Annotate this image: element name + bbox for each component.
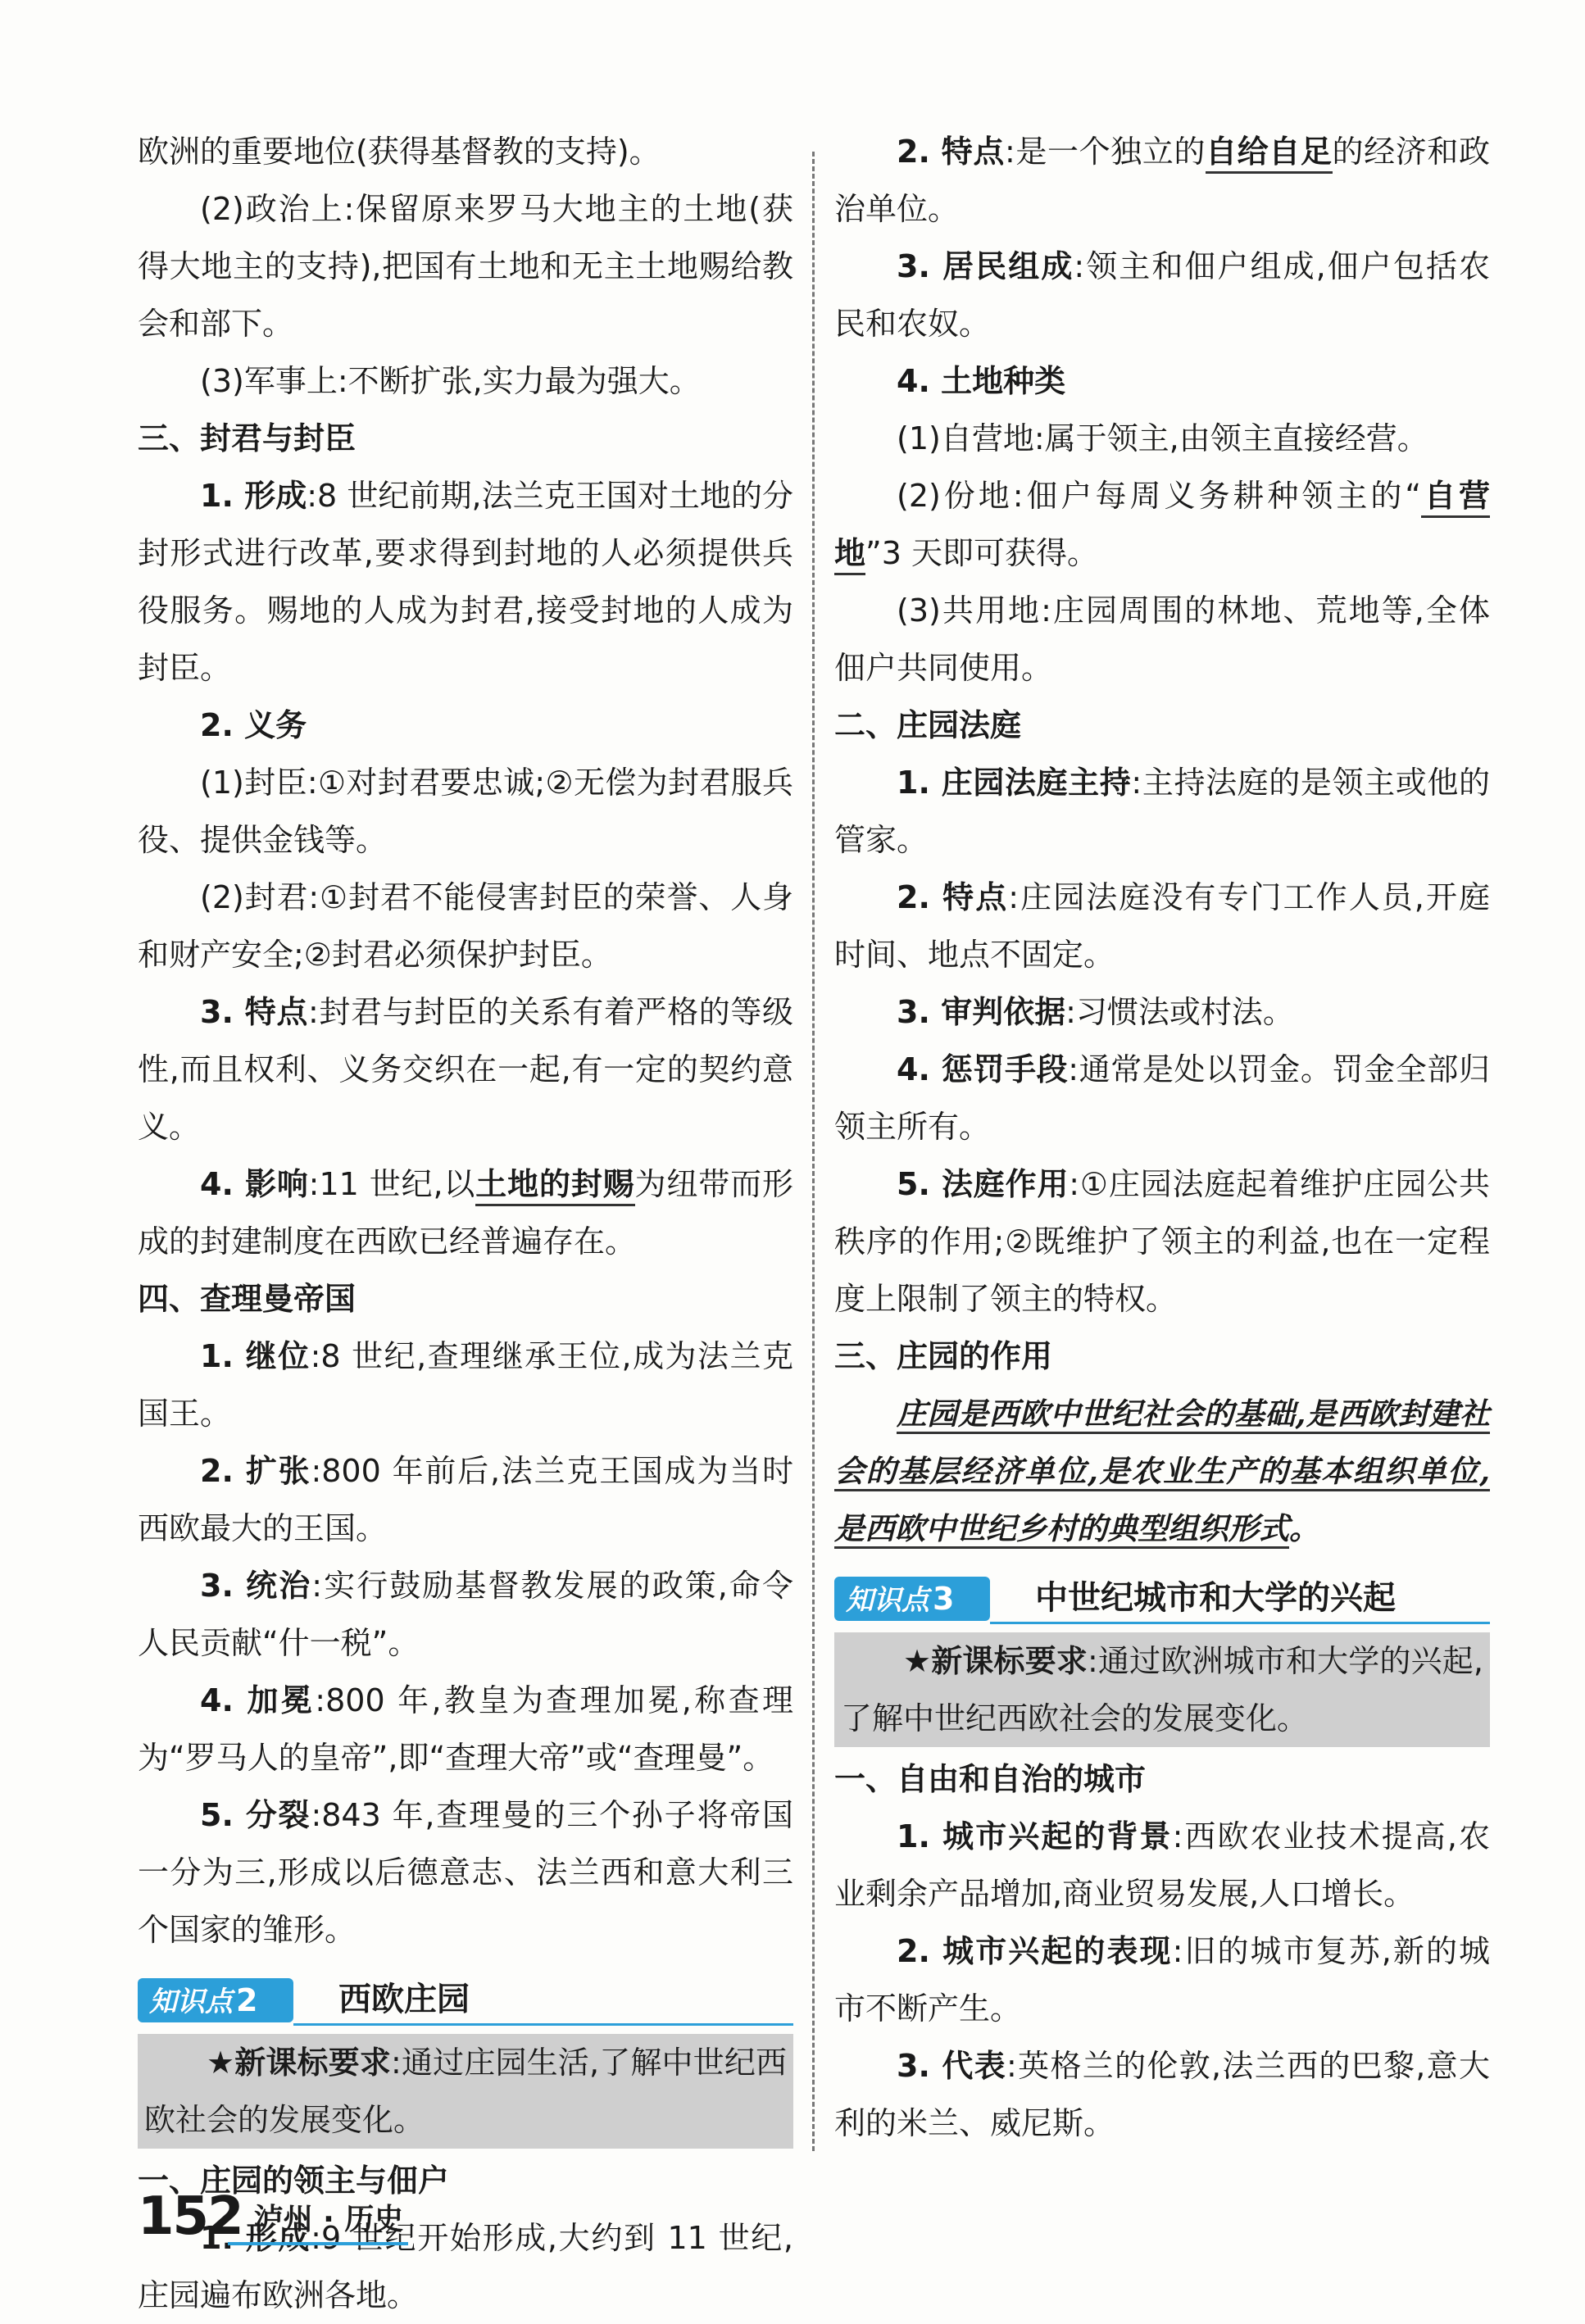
- paragraph: [834, 983, 1490, 1041]
- key-term: 4. 惩罚手段: [897, 1051, 1069, 1087]
- text: :西欧农业技术提高,农业剩余产品增加,商业贸易发展,人口增长。: [834, 1818, 1491, 1912]
- key-term: 4. 影响: [200, 1166, 309, 1202]
- paragraph: (2)政治上:保留原来罗马大地主的土地(获得大地主的支持),把国有土地和无主土地赐给教会和部下。: [138, 191, 793, 342]
- right-column: [834, 123, 1490, 2152]
- paragraph: [834, 123, 1490, 238]
- key-term: 3. 统治: [200, 1568, 312, 1604]
- section-heading: 一、自由和自治的城市: [834, 1761, 1147, 1797]
- key-term: 2. 特点: [897, 879, 1009, 915]
- key-term: 3. 特点: [200, 994, 308, 1030]
- subheading: [834, 352, 1490, 410]
- paragraph: [138, 1442, 793, 1557]
- paragraph: (2)封君:①封君不能侵害封臣的荣誉、人身和财产安全;②封君必须保护封臣。: [138, 879, 793, 973]
- text: :通过欧洲城市和大学的兴起,了解中世纪西欧社会的发展变化。: [841, 1643, 1483, 1736]
- paragraph: [834, 1808, 1490, 1922]
- key-term: 4. 土地种类: [897, 363, 1066, 399]
- text: :实行鼓励基督教发展的政策,命令人民贡献“什一税”。: [138, 1568, 793, 1661]
- paragraph: (1)封臣:①对封君要忠诚;②无偿为封君服兵役、提供金钱等。: [138, 765, 793, 858]
- knowledge-point-header: [138, 1972, 793, 2029]
- knowledge-point-tag: [834, 1577, 990, 1621]
- emphasis-text: 自营地: [834, 477, 1490, 575]
- key-term: ★新课标要求: [903, 1643, 1088, 1679]
- key-term: 3. 审判依据: [897, 994, 1066, 1030]
- key-term: 3. 代表: [897, 2048, 1007, 2084]
- text: ”3 天即可获得。: [865, 535, 1098, 571]
- footer-underline: [228, 2242, 408, 2245]
- text: :800 年前后,法兰克王国成为当时西欧最大的王国。: [138, 1453, 793, 1546]
- text: :通常是处以罚金。罚金全部归领主所有。: [834, 1051, 1490, 1145]
- knowledge-point-title: 西欧庄园: [338, 1981, 470, 2018]
- paragraph: (3)军事上:不断扩张,实力最为强大。: [200, 363, 701, 399]
- emphasis-text: 土地的封赐: [475, 1165, 634, 1206]
- key-term: 2. 城市兴起的表现: [897, 1933, 1173, 1969]
- paragraph: [834, 238, 1490, 352]
- text: :①庄园法庭起着维护庄园公共秩序的作用;②既维护了领主的利益,也在一定程度上限制了领主的特权。: [834, 1166, 1490, 1317]
- text: :通过庄园生活,了解中世纪西欧社会的发展变化。: [144, 2045, 787, 2138]
- conclusion-text: [834, 1385, 1490, 1557]
- paragraph: [834, 1922, 1490, 2037]
- curriculum-standard-box: [834, 1632, 1490, 1747]
- key-term: 5. 法庭作用: [897, 1166, 1070, 1202]
- left-column: [138, 123, 793, 2324]
- text: :8 世纪,查理继承王位,成为法兰克国王。: [138, 1338, 794, 1432]
- paragraph: [834, 1041, 1490, 1155]
- tag-number: 2: [236, 1982, 258, 2018]
- text: 为纽带而形成的封建制度在西欧已经普遍存在。: [138, 1166, 793, 1260]
- paragraph: [138, 983, 793, 1155]
- text: (2)份地:佃户每周义务耕种领主的“: [897, 478, 1422, 514]
- page-number: 152: [138, 2186, 243, 2247]
- text: 的经济和政治单位。: [834, 134, 1490, 227]
- section-heading: 二、庄园法庭: [834, 707, 1022, 743]
- knowledge-point-tag: [138, 1978, 293, 2022]
- key-term: ★新课标要求: [207, 2045, 392, 2081]
- paragraph: [138, 1786, 793, 1959]
- paragraph: [138, 1672, 793, 1786]
- subheading: [138, 697, 793, 754]
- footer-text: 泸州 · 历史: [253, 2202, 404, 2236]
- section-heading: 三、庄园的作用: [834, 1338, 1053, 1374]
- tag-label: 知识点: [149, 1986, 233, 2018]
- text: 。: [1289, 1510, 1319, 1546]
- key-term: 2. 义务: [200, 707, 307, 743]
- text: :领主和佃户组成,佃户包括农民和农奴。: [834, 248, 1490, 342]
- emphasis-text: 自给自足: [1206, 133, 1332, 174]
- text: :庄园法庭没有专门工作人员,开庭时间、地点不固定。: [834, 879, 1490, 973]
- emphasis-text: 庄园是西欧中世纪社会的基础,是西欧封建社会的基层经济单位,是农业生产的基本组织单位,是西欧中世纪乡村的典型组织形式: [834, 1396, 1490, 1549]
- text: :800 年,教皇为查理加冕,称查理为“罗马人的皇帝”,即“查理大帝”或“查理曼”。: [138, 1682, 793, 1776]
- column-divider: [812, 152, 815, 2151]
- text: :习惯法或村法。: [1065, 994, 1294, 1030]
- key-term: 2. 扩张: [200, 1453, 311, 1489]
- knowledge-point-header: [834, 1570, 1490, 1627]
- tag-label: 知识点: [846, 1584, 929, 1617]
- page-footer: [138, 2186, 403, 2247]
- section-heading: 四、查理曼帝国: [138, 1281, 357, 1317]
- paragraph: [138, 1328, 793, 1442]
- paragraph: (1)自营地:属于领主,由领主直接经营。: [897, 420, 1428, 456]
- paragraph: [834, 1155, 1490, 1328]
- paragraph: [138, 1155, 793, 1270]
- paragraph: [138, 467, 793, 697]
- paragraph: [138, 1557, 793, 1672]
- text: :11 世纪,以: [308, 1166, 476, 1202]
- key-term: 1. 庄园法庭主持: [897, 765, 1132, 801]
- key-term: 4. 加冕: [200, 1682, 316, 1718]
- paragraph: [834, 2037, 1490, 2152]
- key-term: 1. 形成: [200, 2220, 311, 2256]
- paragraph: 欧洲的重要地位(获得基督教的支持)。: [138, 134, 661, 170]
- text: :英格兰的伦敦,法兰西的巴黎,意大利的米兰、威尼斯。: [834, 2048, 1490, 2141]
- paragraph: (3)共用地:庄园周围的林地、荒地等,全体佃户共同使用。: [834, 592, 1490, 686]
- text: :843 年,查理曼的三个孙子将帝国一分为三,形成以后德意志、法兰西和意大利三个国家的雏形。: [138, 1797, 793, 1948]
- text: :封君与封臣的关系有着严格的等级性,而且权利、义务交织在一起,有一定的契约意义。: [138, 994, 793, 1145]
- curriculum-standard-box: [138, 2034, 793, 2149]
- knowledge-point-title: 中世纪城市和大学的兴起: [1035, 1579, 1396, 1617]
- section-heading: 一、庄园的领主与佃户: [138, 2163, 450, 2199]
- text: :是一个独立的: [1004, 134, 1206, 170]
- text: :9 世纪开始形成,大约到 11 世纪,庄园遍布欧洲各地。: [138, 2220, 794, 2313]
- header-underline: [990, 1622, 1490, 1624]
- key-term: 1. 继位: [200, 1338, 311, 1374]
- section-heading: 三、封君与封臣: [138, 420, 357, 456]
- key-term: 3. 居民组成: [897, 248, 1074, 284]
- key-term: 1. 城市兴起的背景: [897, 1818, 1173, 1854]
- tag-number: 3: [933, 1581, 955, 1617]
- header-underline: [293, 2023, 793, 2026]
- paragraph: [834, 869, 1490, 983]
- paragraph: [834, 754, 1490, 869]
- text: :主持法庭的是领主或他的管家。: [834, 765, 1490, 858]
- text: :8 世纪前期,法兰克王国对土地的分封形式进行改革,要求得到封地的人必须提供兵役服务。赐地的人成为封君,接受封地的人成为封臣。: [138, 478, 793, 686]
- key-term: 2. 特点: [897, 134, 1005, 170]
- key-term: 5. 分裂: [200, 1797, 311, 1833]
- text: :旧的城市复苏,新的城市不断产生。: [834, 1933, 1491, 2027]
- paragraph: [834, 467, 1490, 582]
- key-term: 1. 形成: [200, 478, 307, 514]
